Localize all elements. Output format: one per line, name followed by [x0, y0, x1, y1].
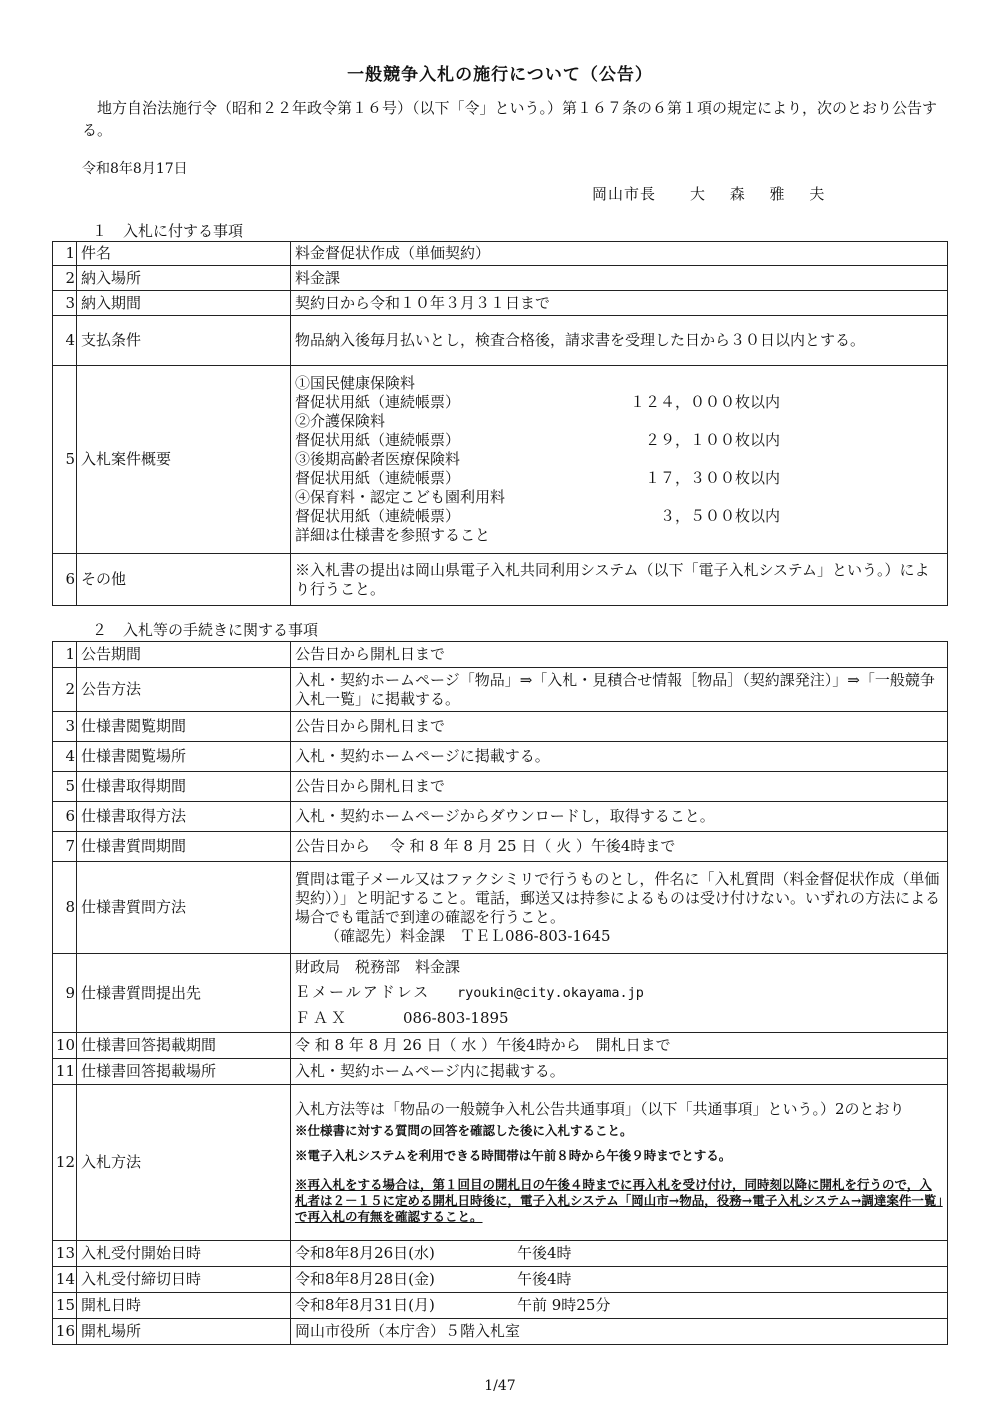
row-key: 入札案件概要	[77, 366, 291, 554]
item-sub: 督促状用紙（連続帳票）	[295, 507, 461, 525]
row-value: 契約日から令和１０年３月３１日まで	[291, 291, 948, 316]
fax-number: 086-803-1895	[403, 1009, 509, 1027]
page-title: 一般競争入札の施行について（公告）	[347, 65, 653, 85]
row-key: 仕様書閲覧期間	[77, 712, 291, 742]
bid-note-1: ※仕様書に対する質問の回答を確認した後に入札すること。	[295, 1123, 633, 1138]
row-key: その他	[77, 554, 291, 606]
table-row	[53, 1319, 948, 1345]
signer-title: 岡山市長	[592, 185, 657, 203]
row-value: 岡山市役所（本庁舎）５階入札室	[291, 1319, 948, 1345]
section1-heading	[92, 220, 243, 241]
row-value: 料金課	[291, 266, 948, 291]
section2-heading	[92, 619, 318, 640]
row-value	[291, 1241, 948, 1267]
table-row	[53, 316, 948, 366]
email-address[interactable]: ryoukin@city.okayama.jp	[457, 985, 644, 1001]
email-label: Ｅメールアドレス	[295, 983, 431, 1001]
question-method-text: 質問は電子メール又はファクシミリで行うものとし，件名に「入札質問（料金督促状作成（単価契約））」と明記すること。電話，郵送又は持参によるものは受け付けない。いずれの方法による場合でも電話で到達の確認を行うこと。	[295, 869, 941, 926]
table-row	[53, 954, 948, 1033]
section1-heading-num: １	[92, 222, 108, 240]
row-value: 物品納入後毎月払いとし，検査合格後，請求書を受理した日から３０日以内とする。	[291, 316, 948, 366]
row-key: 入札受付開始日時	[77, 1241, 291, 1267]
row-key: 仕様書質問提出先	[77, 954, 291, 1033]
signer	[592, 183, 834, 204]
section1-table	[52, 241, 948, 606]
bid-note-3: ※再入札をする場合は，第１回目の開札日の午後４時までに再入札を受け付け，同時刻以降に開札を行うので，入札者は２－１５に定める開札日時後に，電子入札システム「岡山市→物品，役務→電子入札システム→調達案件一覧」で再入札の有無を確認すること。	[295, 1177, 943, 1224]
table-row	[53, 1241, 948, 1267]
row-number: 13	[53, 1241, 77, 1267]
item-qty: ２９，１００枚以内	[645, 431, 781, 449]
row-number: 4	[53, 316, 77, 366]
row-key: 納入場所	[77, 266, 291, 291]
row-number: 3	[53, 291, 77, 316]
row-key: 仕様書質問方法	[77, 862, 291, 954]
table-row	[53, 742, 948, 772]
item-qty: ３，５００枚以内	[660, 507, 781, 525]
table-row	[53, 291, 948, 316]
row-time: 午後4時	[517, 1244, 572, 1262]
row-number: 7	[53, 832, 77, 862]
row-number: 3	[53, 712, 77, 742]
row-date: 令和8年8月28日(金)	[295, 1270, 435, 1288]
bid-method-text: 入札方法等は「物品の一般競争入札公告共通事項」（以下「共通事項」という。）2のとおり	[295, 1100, 905, 1118]
preamble: 地方自治法施行令（昭和２２年政令第１６号）（以下「令」という。）第１６７条の６第１項の規定により，次のとおり公告する。	[82, 99, 938, 139]
row-number: 10	[53, 1033, 77, 1059]
item-list	[295, 374, 780, 545]
row-date: 令和8年8月31日(月)	[295, 1296, 435, 1314]
row-key: 支払条件	[77, 316, 291, 366]
row-value	[291, 1267, 948, 1293]
section2-table	[52, 641, 948, 1345]
item-qty: １２４，０００枚以内	[630, 393, 781, 411]
row-key: 仕様書回答掲載期間	[77, 1033, 291, 1059]
contact-line: （確認先）料金課 ＴＥＬ086-803-1645	[325, 926, 611, 945]
table-row	[53, 266, 948, 291]
table-row	[53, 832, 948, 862]
row-value: 令 和 8 年 8 月 26 日（ 水 ）午後4時から 開札日まで	[291, 1033, 948, 1059]
item-note: 詳細は仕様書を参照すること	[295, 526, 491, 544]
table-row	[53, 1293, 948, 1319]
item-name: ④保育料・認定こども園利用料	[295, 488, 506, 506]
table-row	[53, 712, 948, 742]
row-key: 仕様書取得方法	[77, 802, 291, 832]
row-number: 11	[53, 1059, 77, 1085]
page-number: 1/47	[484, 1378, 516, 1394]
row-number: 12	[53, 1085, 77, 1241]
row-number: 6	[53, 554, 77, 606]
row-number: 9	[53, 954, 77, 1033]
table-row	[53, 1059, 948, 1085]
row-number: 2	[53, 266, 77, 291]
item-name: ①国民健康保険料	[295, 374, 416, 392]
item-sub: 督促状用紙（連続帳票）	[295, 469, 461, 487]
table-row	[53, 1085, 948, 1241]
row-key: 開札日時	[77, 1293, 291, 1319]
item-qty: １７，３００枚以内	[645, 469, 781, 487]
item-sub: 督促状用紙（連続帳票）	[295, 431, 461, 449]
row-value: 公告日から開札日まで	[291, 772, 948, 802]
row-key: 件名	[77, 242, 291, 266]
row-value: 入札・契約ホームページ内に掲載する。	[291, 1059, 948, 1085]
item-sub: 督促状用紙（連続帳票）	[295, 393, 461, 411]
row-number: 8	[53, 862, 77, 954]
row-key: 公告方法	[77, 668, 291, 712]
table-row	[53, 366, 948, 554]
table-row	[53, 862, 948, 954]
row-value: ※入札書の提出は岡山県電子入札共同利用システム（以下「電子入札システム」という。）により行うこと。	[291, 554, 948, 606]
row-number: 1	[53, 242, 77, 266]
row-key: 入札受付締切日時	[77, 1267, 291, 1293]
row-value: 公告日から開札日まで	[291, 712, 948, 742]
row-number: 14	[53, 1267, 77, 1293]
row-value: 入札・契約ホームページに掲載する。	[291, 742, 948, 772]
row-key: 公告期間	[77, 642, 291, 668]
row-key: 仕様書回答掲載場所	[77, 1059, 291, 1085]
signer-name: 大 森 雅 夫	[690, 185, 835, 203]
row-number: 5	[53, 772, 77, 802]
row-number: 1	[53, 642, 77, 668]
fax-line	[295, 1006, 943, 1031]
table-row	[53, 642, 948, 668]
table-row	[53, 242, 948, 266]
row-key: 仕様書取得期間	[77, 772, 291, 802]
notice-date: 令和8年8月17日	[82, 161, 188, 177]
table-row	[53, 554, 948, 606]
item-name: ③後期高齢者医療保険料	[295, 450, 461, 468]
row-value	[291, 1293, 948, 1319]
row-time: 午前 9時25分	[517, 1296, 611, 1314]
row-value: 入札・契約ホームページ「物品」⇒「入札・見積合せ情報［物品］（契約課発注）」⇒「一般競争入札一覧」に掲載する。	[291, 668, 948, 712]
row-key: 入札方法	[77, 1085, 291, 1241]
section2-heading-num: ２	[92, 621, 108, 639]
row-value: 公告日から開札日まで	[291, 642, 948, 668]
row-value: 入札・契約ホームページからダウンロードし，取得すること。	[291, 802, 948, 832]
row-value: 公告日から 令 和 8 年 8 月 25 日（ 火 ）午後4時まで	[291, 832, 948, 862]
row-value: 料金督促状作成（単価契約）	[291, 242, 948, 266]
row-number: 16	[53, 1319, 77, 1345]
row-value	[291, 366, 948, 554]
item-name: ②介護保険料	[295, 412, 386, 430]
row-date: 令和8年8月26日(水)	[295, 1244, 435, 1262]
email-line	[295, 980, 943, 1006]
dept-line: 財政局 税務部 料金課	[295, 958, 461, 976]
row-value	[291, 862, 948, 954]
table-row	[53, 772, 948, 802]
row-number: 2	[53, 668, 77, 712]
row-number: 6	[53, 802, 77, 832]
fax-label: ＦＡＸ	[295, 1009, 350, 1027]
table-row	[53, 802, 948, 832]
row-value	[291, 1085, 948, 1241]
row-key: 仕様書閲覧場所	[77, 742, 291, 772]
table-row	[53, 668, 948, 712]
table-row	[53, 1267, 948, 1293]
table-row	[53, 1033, 948, 1059]
section1-heading-text: 入札に付する事項	[123, 222, 244, 240]
bid-note-2: ※電子入札システムを利用できる時間帯は午前８時から午後９時までとする。	[295, 1148, 732, 1163]
row-key: 開札場所	[77, 1319, 291, 1345]
row-time: 午後4時	[517, 1270, 572, 1288]
row-key: 仕様書質問期間	[77, 832, 291, 862]
row-value	[291, 954, 948, 1033]
row-number: 4	[53, 742, 77, 772]
row-number: 5	[53, 366, 77, 554]
section2-heading-text: 入札等の手続きに関する事項	[123, 621, 319, 639]
row-key: 納入期間	[77, 291, 291, 316]
row-number: 15	[53, 1293, 77, 1319]
